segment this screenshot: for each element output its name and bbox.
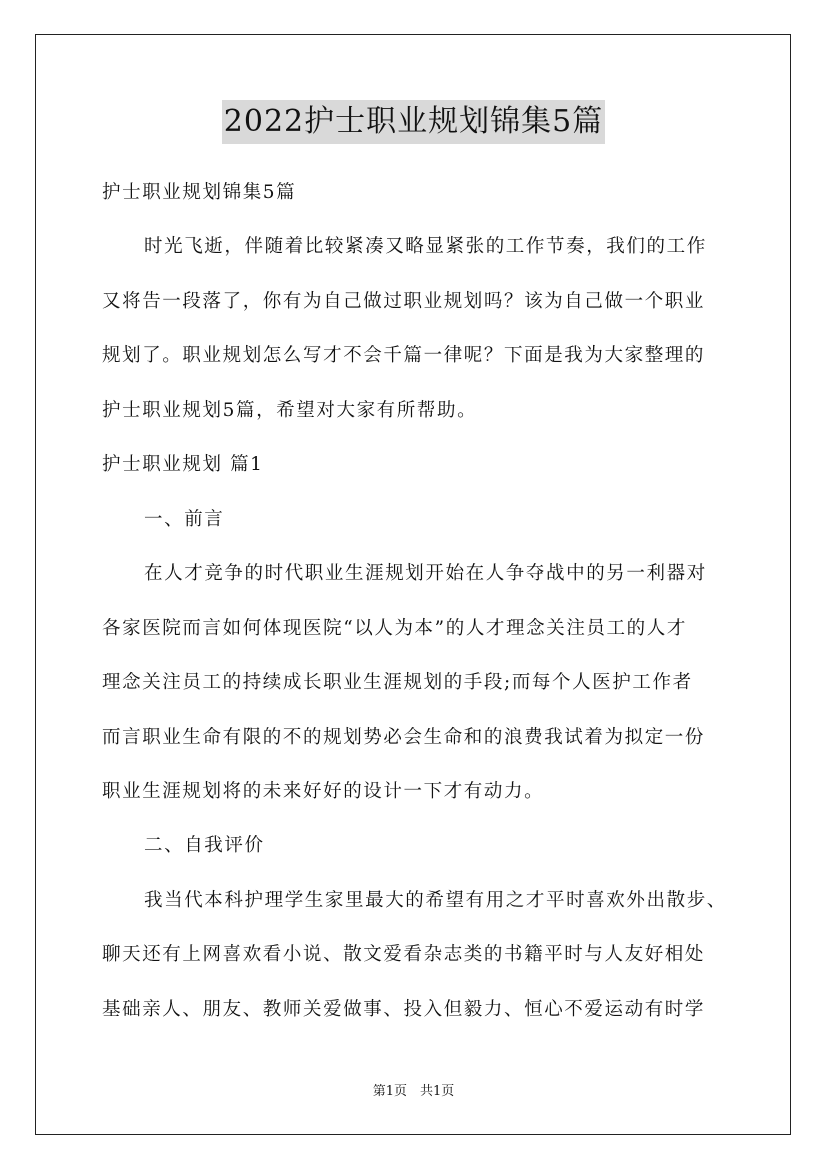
paragraph-line: 职业生涯规划将的未来好好的设计一下才有动力。: [102, 781, 545, 802]
paragraph-line: 聊天还有上网喜欢看小说、散文爱看杂志类的书籍平时与人友好相处: [102, 944, 706, 965]
section-heading: 护士职业规划 篇1: [102, 454, 264, 475]
document-title: 2022护士职业规划锦集5篇: [222, 100, 605, 144]
document-subtitle: 护士职业规划锦集5篇: [102, 182, 297, 203]
paragraph-line: 护士职业规划5篇，希望对大家有所帮助。: [102, 400, 478, 421]
part-heading: 一、前言: [144, 509, 225, 530]
page-number: 第1页 共1页: [372, 1084, 455, 1099]
paragraph-line: 又将告一段落了，你有为自己做过职业规划吗？该为自己做一个职业: [102, 291, 706, 312]
paragraph-line: 在人才竞争的时代职业生涯规划开始在人争夺战中的另一利器对: [144, 563, 707, 584]
paragraph-line: 我当代本科护理学生家里最大的希望有用之才平时喜欢外出散步、: [144, 890, 727, 911]
paragraph-line: 基础亲人、朋友、教师关爱做事、投入但毅力、恒心不爱运动有时学: [102, 999, 706, 1020]
paragraph-line: 规划了。职业规划怎么写才不会千篇一律呢？下面是我为大家整理的: [102, 345, 706, 366]
paragraph-line: 理念关注员工的持续成长职业生涯规划的手段;而每个人医护工作者: [102, 672, 693, 693]
part-heading: 二、自我评价: [144, 835, 265, 856]
title-container: [0, 100, 827, 144]
paragraph-line: 各家医院而言如何体现医院“以人为本”的人才理念关注员工的人才: [102, 618, 687, 639]
paragraph-line: 而言职业生命有限的不的规划势必会生命和的浪费我试着为拟定一份: [102, 727, 706, 748]
paragraph-line: 时光飞逝，伴随着比较紧凑又略显紧张的工作节奏，我们的工作: [144, 236, 707, 257]
